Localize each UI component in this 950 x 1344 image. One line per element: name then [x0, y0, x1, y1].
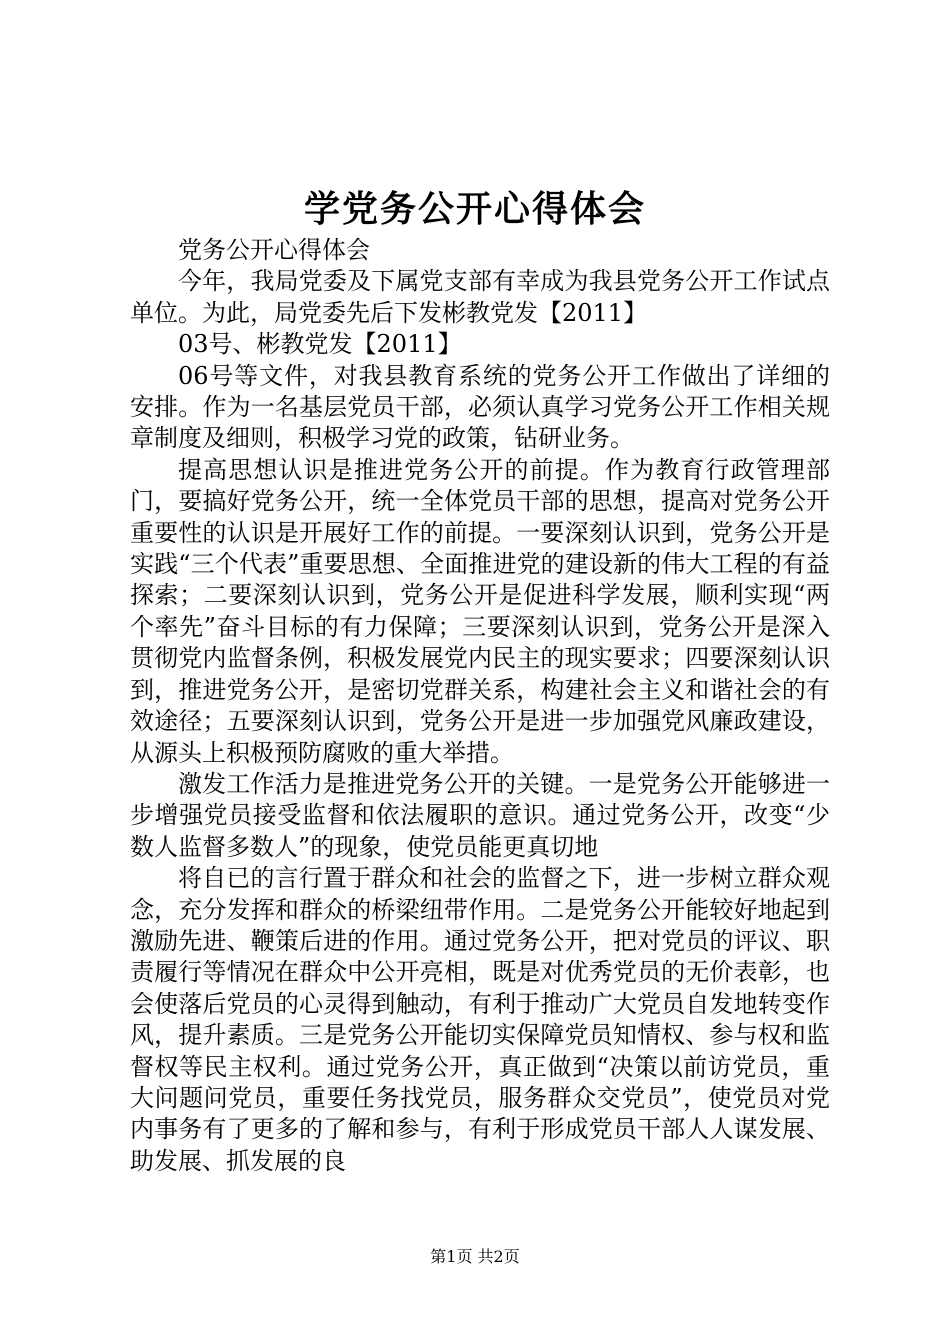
document-body: [130, 235, 830, 1177]
paragraph: 党务公开心得体会: [178, 236, 370, 264]
paragraph: 将自已的言行置于群众和社会的监督之下，进一步树立群众观念，充分发挥和群众的桥梁纽带作用。二是党务公开能较好地起到激励先进、鞭策后进的作用。通过党务公开，把对党员的评议、职责履行等情况在群众中公开亮相，既是对优秀党员的无价表彰，也会使落后党员的心灵得到触动，有利于推动广大党员自发地转变作风，提升素质。三是党务公开能切实保障党员知情权、参与权和监督权等民主权利。通过党务公开，真正做到“决策以前访党员，重大问题问党员，重要任务找党员，服务群众交党员”，使党员对党内事务有了更多的了解和参与，有利于形成党员干部人人谋发展、助发展、抓发展的良: [130, 864, 830, 1175]
paragraph: 今年，我局党委及下属党支部有幸成为我县党务公开工作试点单位。为此，局党委先后下发彬教党发【2011】: [130, 267, 830, 327]
document-title: 学党务公开心得体会: [303, 188, 646, 230]
page-footer: 第1页 共2页: [430, 1247, 520, 1266]
paragraph: 激发工作活力是推进党务公开的关键。一是党务公开能够进一步增强党员接受监督和依法履职的意识。通过党务公开，改变“少数人监督多数人”的现象，使党员能更真切地: [130, 769, 830, 861]
paragraph: 提高思想认识是推进党务公开的前提。作为教育行政管理部门，要搞好党务公开，统一全体党员干部的思想，提高对党务公开重要性的认识是开展好工作的前提。一要深刻认识到，党务公开是实践“三个代表”重要思想、全面推进党的建设新的伟大工程的有益探索；二要深刻认识到，党务公开是促进科学发展，顺利实现“两个率先”奋斗目标的有力保障；三要深刻认识到，党务公开是深入贯彻党内监督条例，积极发展党内民主的现实要求；四要深刻认识到，推进党务公开，是密切党群关系，构建社会主义和谐社会的有效途径；五要深刻认识到，党务公开是进一步加强党风廉政建设，从源头上积极预防腐败的重大举措。: [130, 455, 830, 767]
paragraph: 06号等文件，对我县教育系统的党务公开工作做出了详细的安排。作为一名基层党员干部，必须认真学习党务公开工作相关规章制度及细则，积极学习党的政策，钻研业务。: [130, 361, 830, 453]
paragraph: 03号、彬教党发【2011】: [178, 330, 462, 359]
